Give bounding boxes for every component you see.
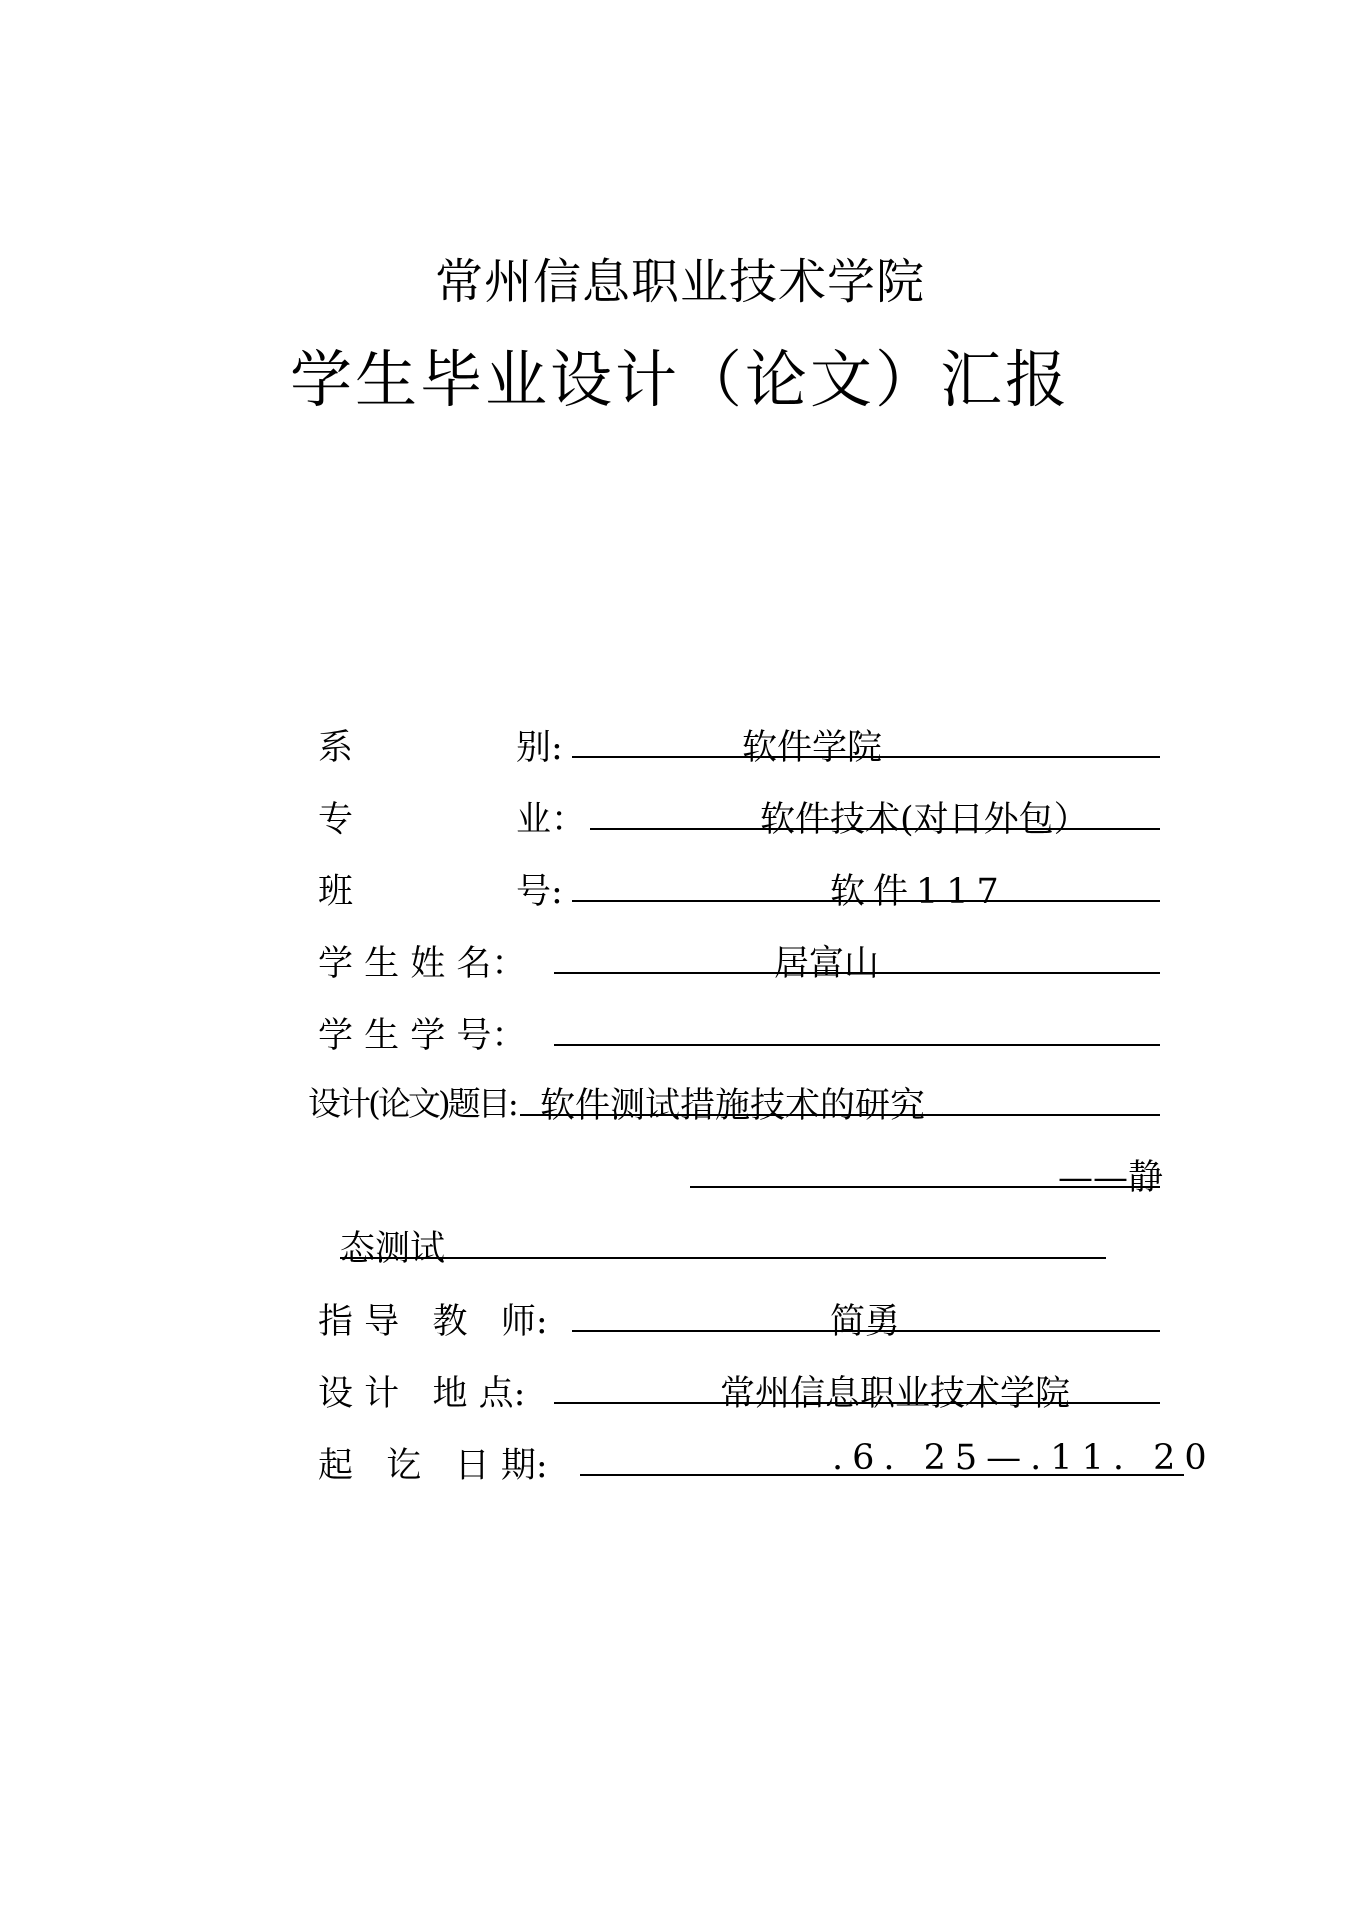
student-id-underline (554, 1044, 1160, 1046)
student-name-value: 居富山 (774, 944, 880, 984)
class-value: 软件117 (830, 872, 1007, 912)
topic-underline-3 (340, 1257, 1106, 1259)
department-label-b: 别: (516, 728, 563, 768)
location-value: 常州信息职业技术学院 (720, 1374, 1071, 1414)
class-label-b: 号: (516, 872, 563, 912)
major-label-b: 业： (516, 800, 587, 840)
topic-value-line1: 软件测试措施技术的研究 (540, 1086, 926, 1126)
student-id-label: 学 生 学 号： (318, 1016, 527, 1056)
department-label-a: 系 (318, 728, 354, 768)
dates-value: .6. 25—.11. 20 (832, 1438, 1216, 1478)
location-label: 设 计 地 点: (318, 1374, 526, 1414)
topic-value-line3: 态测试 (340, 1229, 446, 1269)
major-value: 软件技术(对日外包） (760, 800, 1089, 840)
department-value: 软件学院 (741, 728, 882, 768)
class-label-a: 班 (318, 872, 354, 912)
advisor-value: 简勇 (830, 1302, 901, 1342)
student-name-label: 学 生 姓 名： (318, 944, 527, 984)
advisor-label: 指 导 教 师: (318, 1302, 548, 1342)
report-title: 学生毕业设计（论文）汇报 (289, 343, 1070, 416)
topic-value-line2: ——静 (1058, 1158, 1164, 1198)
topic-label: 设计(论文)题目: (308, 1084, 516, 1123)
major-label-a: 专 (318, 800, 354, 840)
school-name: 常州信息职业技术学院 (434, 254, 925, 310)
dates-label: 起 讫 日 期: (318, 1446, 548, 1486)
